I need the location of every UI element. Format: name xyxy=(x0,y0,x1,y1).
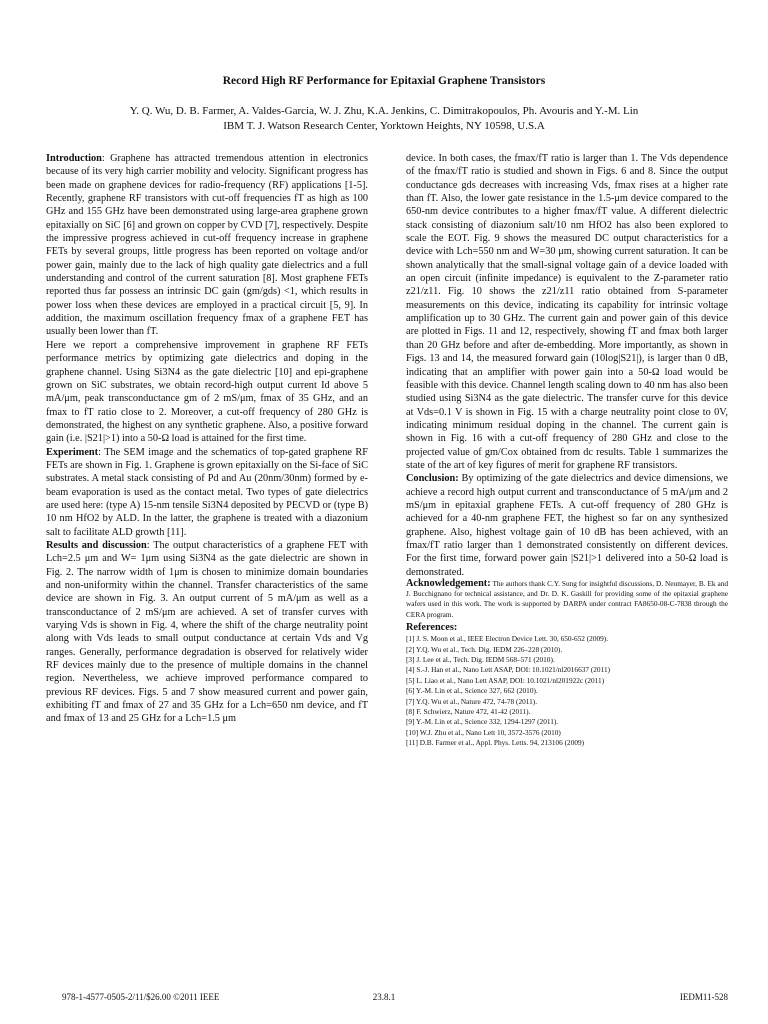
results-text: The output characteristics of a graphene FET with Lch=2.5 μm and W= 1μm using Si3N4 as the gate dielectric are shown in Fig. 2. The narrow width of 1μm is chosen to minimize domain boundaries and non-uniformity within the channel. Transfer characteristics of the same device are shown in Fig. 3. An output current of 5 mA/μm as well as a transconductance of 2 mS/μm are achieved. A set of transfer curves with varying Vds is shown in Fig. 4, where the shift of the charge neutrality point along with Vds leads to small output conductance at certain Vds and Vg ranges. Generally, performance degradation is observed for relatively wider RF devices mainly due to the presence of multiple domains in the channel region. Nevertheless, we achieve improved performance compared to previous RF devices. Figs. 5 and 7 show measured current and power gain, exhibiting fT and fmax of 27 and 35 GHz for a Lch=650 nm device, and fT and fmax of 13 and 25 GHz for a Lch=1.5 μm xyxy=(46,539,369,725)
introduction-text: Graphene has attracted tremendous attention in electronics because of its very high carrier mobility and velocity. Significant progress has been made on graphene devices for radio-frequency (RF) applications [1-5]. Recently, graphene RF transistors with cut-off frequencies fT as high as 100 GHz and 155 GHz have been demonstrated using large-area graphene grown epitaxially on SiC [6] and grown on copper by CVD [7], respectively. Despite the impressive progress achieved in cut-off frequency increase in graphene FETs by several groups, little progress has been reported on voltage and/or power gain, mainly due to the lack of high quality gate dielectrics and a full understanding and control of the current saturation [8]. Most graphene FETs reported thus far possess an intrinsic DC gain (gm/gds) <1, which results in power loss when these devices are employed in a practical circuit [5, 9]. In addition, the maximum oscillation frequency fmax of a graphene FET has usually been lower than fT. xyxy=(46,153,368,338)
results-continued: device. In both cases, the fmax/fT ratio is larger than 1. The Vds dependence of the fmax/fT ratio is studied and shown in Figs. 6 and 8. Since the output conductance gds decreases with increasing Vds, fmax rises at a higher rate than fT. Also, the lower gate resistance in the 1.5-μm device compared to the 650-nm device contributes to a higher fmax/fT value. A different dielectric stack consisting of diazonium salt/10 nm HfO2 has also been explored to scale the EOT. Fig. 9 shows the measured DC output characteristics for a device with Lch=550 nm and W=30 μm, showing current saturation. It can be shown analytically that the small-signal voltage gain of a device loaded with an open circuit (infinite impedance) is equivalent to the Z-parameter ratio z21/z11. Fig. 10 shows the z21/z11 ratio obtained from S-parameter measurements on this device, indicating its capability for intrinsic voltage amplification up to 30 GHz. The current gain and power gain of this device are plotted in Figs. 11 and 12, respectively, showing fT and fmax both larger than 20 GHz before and after de-embedding. More importantly, as shown in Figs. 13 and 14, the measured forward gain (10log|S21|), is larger than 0 dB, indicating that an amplifier with power gain into a 50-Ω load would be feasible with this device. Channel length scaling down to 40 nm has also been studied using Si3N4 as the gate dielectric. The transfer curve for this device at Vds=0.1 V is shown in Fig. 15 with a charge neutrality point close to 0V, indicating minimum residual doping in the channel. The current gain is shown in Fig. 16 with a cut-off frequency of 280 GHz and close to the projected value of gm/Cox obtained from dc results. Table 1 summarizes the state of the art of key figures of merit for graphene RF transistors. xyxy=(406,153,728,471)
reference-item: [9] Y.-M. Lin et al., Science 332, 1294-1297 (2011). xyxy=(406,717,559,727)
conclusion-paragraph xyxy=(406,472,728,579)
reference-list xyxy=(406,634,728,748)
acknowledgement-paragraph xyxy=(406,579,728,620)
reference-item: [7] Y.Q. Wu et al., Nature 472, 74-78 (2011). xyxy=(406,696,538,706)
author-block xyxy=(40,104,728,134)
introduction-heading: Introduction xyxy=(46,153,102,164)
acknowledgement-text: The authors thank C.Y. Sung for insightful discussions, D. Neumayer, B. Ek and J. Bucchignano for technical assistance, and Dr. D. K. Gaskill for providing some of the epitaxial graphene wafers used in this work. The work is supported by DARPA under contract FA8650-08-C-7838 through the CERA program. xyxy=(406,579,728,619)
experiment-heading: Experiment xyxy=(46,446,99,458)
reference-item: [5] L. Liao et al., Nano Lett ASAP, DOI: 10.1021/nl201922c (2011) xyxy=(406,675,605,685)
introduction-paragraph: Introduction: Graphene has attracted tremendous attention in electronics because of its very high carrier mobility and velocity. Significant progress has been made on graphene devices for radio-frequency (RF) applications [1-5]. Recently, graphene RF transistors with cut-off frequencies fT as high as 100 GHz and 155 GHz have been demonstrated using large-area graphene grown epitaxially on SiC [6] and grown on copper by CVD [7], respectively. Despite the impressive progress achieved in cut-off frequency increase in graphene FETs by several groups, little progress has been reported on voltage and/or power gain, mainly due to the lack of high quality gate dielectrics and a full understanding and control of the current saturation [8]. Most graphene FETs reported thus far possess an intrinsic DC gain (gm/gds) <1, which results in power loss when these devices are employed in a practical circuit [5, 9]. In addition, the maximum oscillation frequency fmax of a graphene FET has usually been lower than fT. xyxy=(46,153,368,338)
reference-item: [6] Y.-M. Lin et al., Science 327, 662 (2010). xyxy=(406,686,538,696)
references-heading: References: xyxy=(406,621,458,633)
reference-item: [3] J. Lee et al., Tech. Dig. IEDM 568–571 (2010). xyxy=(406,654,555,664)
footer-page-number: 23.8.1 xyxy=(372,992,396,1002)
footer-copyright: 978-1-4577-0505-2/11/$26.00 ©2011 IEEE xyxy=(62,992,220,1002)
introduction-text-2: Here we report a comprehensive improvement in graphene RF FETs performance metrics by optimizing gate dielectrics and doping in the graphene channel. Using Si3N4 as the gate dielectric [10] and epi-graphene grown on SiC substrates, we obtain record-high output current Id above 5 mA/μm, peak transconductance gm of 2 mS/μm, fmax of 35 GHz, and an fmax to fT ratio close to 2. Moreover, a cut-off frequency of 280 GHz is demonstrated, the highest on any synthetic graphene. Also, a positive forward gain (i.e. |S21|>1) into a 50-Ω load is attained for the first time. xyxy=(46,339,368,445)
reference-item: [1] J. S. Moon et al., IEEE Electron Device Lett. 30, 650-652 (2009). xyxy=(406,634,609,644)
left-column xyxy=(46,152,368,726)
footer-paper-id: IEDM11-528 xyxy=(679,992,728,1002)
paper-title: Record High RF Performance for Epitaxial Graphene Transistors xyxy=(222,75,546,87)
reference-item: [2] Y.Q. Wu et al., Tech. Dig. IEDM 226–228 (2010). xyxy=(406,644,563,654)
experiment-paragraph: Experiment: The SEM image and the schematics of top-gated graphene RF FETs are shown in Fig. 1. Graphene is grown epitaxially on the Si-face of SiC substrates. A metal stack consisting of Pd and Au (20nm/30nm) formed by e-beam evaporation is used as the contact metal. Two types of gate dielectrics are used here: (type A) 15-nm tensile Si3N4 deposited by PECVD or (type B) 10 nm HfO2 by ALD. In the latter, the graphene is treated with a diazonium salt to facilitate ALD growth [11]. xyxy=(46,446,369,538)
conclusion-heading: Conclusion: xyxy=(406,473,459,485)
affiliation: IBM T. J. Watson Research Center, Yorktown Heights, NY 10598, U.S.A xyxy=(223,120,545,132)
reference-item: [8] F. Schwierz, Nature 472, 41-42 (2011). xyxy=(406,707,531,716)
right-column xyxy=(406,152,728,749)
reference-item: [4] S.-J. Han et al., Nano Lett ASAP, DOI: 10.1021/nl2016637 (2011) xyxy=(406,665,611,675)
acknowledgement-heading: Acknowledgement: xyxy=(406,578,491,589)
experiment-text: The SEM image and the schematics of top-gated graphene RF FETs are shown in Fig. 1. Graphene is grown epitaxially on the Si-face of SiC substrates. A metal stack consisting of Pd and Au (20nm/30nm) formed by e-beam evaporation is used as the contact metal. Two types of gate dielectrics are used here: (type A) 15-nm tensile Si3N4 deposited by PECVD or (type B) 10 nm HfO2 by ALD. In the latter, the graphene is treated with a diazonium salt to facilitate ALD growth [11]. xyxy=(46,446,369,538)
results-paragraph: Results and discussion: The output characteristics of a graphene FET with Lch=2.5 μm and W= 1μm using Si3N4 as the gate dielectric are shown in Fig. 2. The narrow width of 1μm is chosen to minimize domain boundaries and non-uniformity within the channel. Transfer characteristics of the same device are shown in Fig. 3. An output current of 5 mA/μm as well as a transconductance of 2 mS/μm are achieved. A set of transfer curves with varying Vds is shown in Fig. 4, where the shift of the charge neutrality point along with Vds leads to small output conductance at certain Vds and Vg ranges. Generally, performance degradation is observed for relatively wider RF devices mainly due to the presence of multiple domains in the channel region. Nevertheless, we achieve improved performance compared to previous RF devices. Figs. 5 and 7 show measured current and power gain, exhibiting fT and fmax of 27 and 35 GHz for a Lch=650 nm device, and fT and fmax of 13 and 25 GHz for a Lch=1.5 μm xyxy=(46,539,369,725)
results-heading: Results and discussion xyxy=(46,539,147,551)
reference-item: [10] W.J. Zhu et al., Nano Lett 10, 3572-3576 (2010) xyxy=(406,727,561,737)
conclusion-text: By optimizing of the gate dielectrics and device dimensions, we achieve a record high output current and transconductance of 5 mA/μm and 2 mS/μm in epitaxial graphene FETs. A cut-off frequency of 280 GHz is achieved for a 40-nm graphene FET, the highest so far on any synthesized graphene. Also, highest voltage gain of 10 dB has been achieved, with an fmax/fT ratio larger than 1 demonstrated consistently on different devices. For the first time, forward power gain |S21|>1 delivered into a 50-Ω load is demonstrated. xyxy=(406,473,728,578)
author-list: Y. Q. Wu, D. B. Farmer, A. Valdes-Garcia, W. J. Zhu, K.A. Jenkins, C. Dimitrakopoulos, Ph. Avouris and Y.-M. Lin xyxy=(129,105,639,117)
reference-item: [11] D.B. Farmer et al., Appl. Phys. Letts. 94, 213106 (2009) xyxy=(406,738,585,748)
